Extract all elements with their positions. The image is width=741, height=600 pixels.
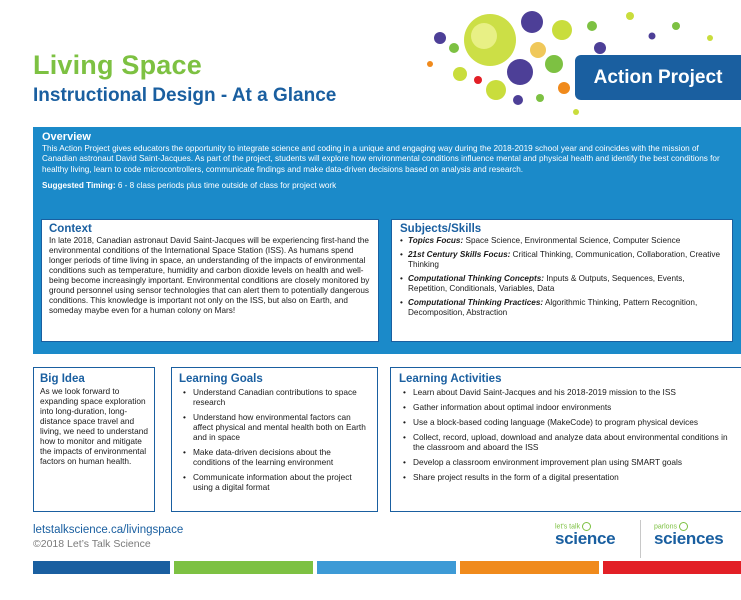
item-text: Algorithmic Thinking, Pattern Recognition, Decomposition, Abstraction [408, 298, 698, 317]
parlons-sciences-logo [654, 522, 723, 556]
list-item: • Develop a classroom environment improvement plan using SMART goals [399, 457, 733, 467]
color-bar-lightblue [317, 561, 456, 574]
logo-fr-small: parlons [654, 523, 677, 531]
logo-divider [640, 520, 641, 558]
context-box [41, 219, 379, 342]
logo-en-small: let's talk [555, 523, 581, 531]
list-item: • Make data-driven decisions about the conditions of the learning environment [179, 447, 370, 467]
list-item [400, 274, 724, 294]
big-idea-box [33, 367, 155, 512]
timing-value: 6 - 8 class periods plus time outside of class for project work [117, 181, 337, 191]
color-bar-blue [33, 561, 170, 574]
list-item: • Use a block-based coding language (MakeCode) to program physical devices [399, 417, 733, 427]
timing-label: Suggested Timing: [42, 181, 116, 191]
list-item: • Share project results in the form of a digital presentation [399, 472, 733, 482]
big-idea-heading: Big Idea [40, 373, 85, 385]
subjects-skills-box [391, 219, 733, 342]
color-bar-orange [460, 561, 599, 574]
list-item: • Gather information about optimal indoor environments [399, 402, 733, 412]
item-text: Space Science, Environmental Science, Computer Science [465, 236, 681, 245]
learning-goals-list [179, 387, 370, 492]
item-text: Critical Thinking, Communication, Collaboration, Creative Thinking [408, 250, 721, 269]
subjects-heading: Subjects/Skills [400, 223, 482, 235]
list-item: • Understand Canadian contributions to space research [179, 387, 370, 407]
item-label: Topics Focus: [408, 236, 464, 245]
overview-heading: Overview [42, 131, 91, 143]
lets-talk-science-logo [555, 522, 615, 556]
page-title: Living Space [33, 50, 202, 80]
list-item: • Collect, record, upload, download and analyze data about environmental conditions in the classroom and aboard the ISS [399, 432, 733, 452]
list-item: • Understand how environmental factors can affect physical and mental health both on Earth and in space [179, 412, 370, 442]
list-item [400, 298, 724, 318]
big-idea-text: As we look forward to expanding space exploration into long-duration, long-distance space travel and living, we need to understand how to monitor and mitigate the impacts of environmental factors on human health. [40, 386, 148, 466]
list-item [400, 236, 724, 246]
list-item: • Learn about David Saint-Jacques and his 2018-2019 mission to the ISS [399, 387, 733, 397]
color-bar-red [603, 561, 741, 574]
learning-goals-box [171, 367, 378, 512]
color-bar-green [174, 561, 313, 574]
page-subtitle: Instructional Design - At a Glance [33, 85, 337, 106]
learning-activities-list [399, 387, 733, 482]
action-project-badge: Action Project [575, 55, 741, 100]
item-label: Computational Thinking Concepts: [408, 274, 544, 283]
website-link[interactable]: letstalkscience.ca/livingspace [33, 524, 184, 536]
subjects-list [400, 236, 724, 318]
copyright-text: ©2018 Let’s Talk Science [33, 538, 151, 550]
overview-text: This Action Project gives educators the opportunity to integrate science and coding in a unique and engaging way during the 2018-2019 school year and coincides with the mission of Canadian astronaut David Saint-Jacques. As part of the project, students will explore how environmental conditions influence mental and physical health and identify the best conditions for healthy living, learn to code microcontrollers, communicate findings and make data-driven decisions based on analysis and research. [42, 143, 720, 174]
item-label: Computational Thinking Practices: [408, 298, 544, 307]
item-label: 21st Century Skills Focus: [408, 250, 511, 259]
logo-big-text: sciences [654, 529, 724, 548]
item-text: Inputs & Outputs, Sequences, Events, Repetition, Conditionals, Variables, Data [408, 274, 685, 293]
suggested-timing [42, 181, 732, 192]
context-heading: Context [49, 223, 92, 235]
learning-activities-heading: Learning Activities [399, 373, 502, 385]
list-item [400, 250, 724, 270]
learning-goals-heading: Learning Goals [179, 373, 263, 385]
learning-activities-box [390, 367, 741, 512]
list-item: • Communicate information about the project using a digital format [179, 472, 370, 492]
logo-big-text: science [555, 529, 616, 548]
overview-section [42, 132, 732, 192]
context-text: In late 2018, Canadian astronaut David Saint-Jacques will be experiencing first-hand the environmental conditions of the International Space Station (ISS). As humans spend longer periods of time living in space, an understanding of the impacts of environmental conditions such as temperature, humidity and carbon dioxide levels on health and well-being become increasingly important. Environmental conditions are closely monitored by ground personnel using sensor technologies that can alert them to potentially dangerous conditions. This knowledge is important not only on the ISS, but also on Earth, and someday maybe even for a human colony on Mars! [49, 236, 370, 315]
